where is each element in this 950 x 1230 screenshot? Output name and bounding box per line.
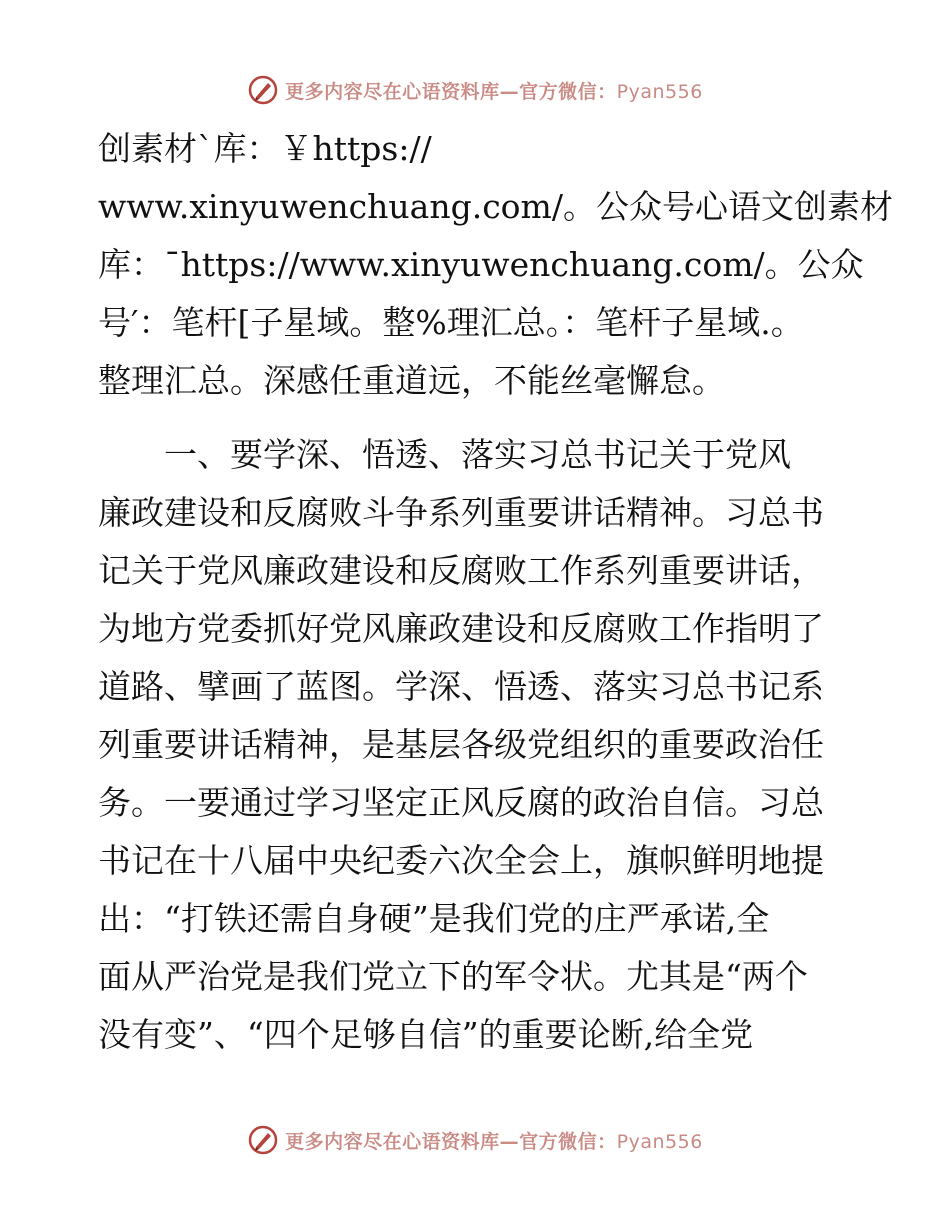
text-line: 为地方党委抓好党风廉政建设和反腐败工作指明了 — [98, 609, 824, 648]
pen-logo-icon — [247, 74, 279, 106]
text-line: 列重要讲话精神，是基层各级党组织的重要政治任 — [98, 725, 824, 764]
document-body — [98, 120, 893, 1064]
pen-logo-icon — [247, 1124, 279, 1156]
text-line: 务。一要通过学习坚定正风反腐的政治自信。习总 — [98, 783, 824, 822]
text-line: 面从严治党是我们党立下的军令状。尤其是“两个 — [98, 957, 808, 996]
text-line: 记关于党风廉政建设和反腐败工作系列重要讲话， — [98, 551, 824, 590]
footer-watermark — [0, 1120, 950, 1160]
text-line: 库：¯https://www.xinyuwenchuang.com/。公众 — [98, 245, 864, 284]
text-line: 号′：笔杆[子星域。整%理汇总。：笔杆子星域.。 — [98, 303, 804, 342]
text-line: 廉政建设和反腐败斗争系列重要讲话精神。习总书 — [98, 493, 824, 532]
watermark-text: 更多内容尽在心语资料库—官方微信：Pyan556 — [285, 80, 703, 103]
text-line: 道路、擘画了蓝图。学深、悟透、落实习总书记系 — [98, 667, 824, 706]
text-line: 整理汇总。深感任重道远，不能丝毫懈怠。 — [98, 361, 725, 400]
watermark-text: 更多内容尽在心语资料库—官方微信：Pyan556 — [285, 1130, 703, 1153]
header-watermark — [0, 70, 950, 110]
text-line: 没有变”、“四个足够自信”的重要论断,给全党 — [98, 1015, 754, 1054]
text-line: www.xinyuwenchuang.com/。公众号心语文创素材 — [98, 187, 893, 226]
paragraph-start-line: 一、要学深、悟透、落实习总书记关于党风 — [98, 435, 791, 474]
text-line: 创素材ˋ库：￥https:// — [98, 129, 432, 168]
text-line: 书记在十八届中央纪委六次全会上，旗帜鲜明地提 — [98, 841, 824, 880]
text-line: 出：“打铁还需自身硬”是我们党的庄严承诺,全 — [98, 899, 770, 938]
